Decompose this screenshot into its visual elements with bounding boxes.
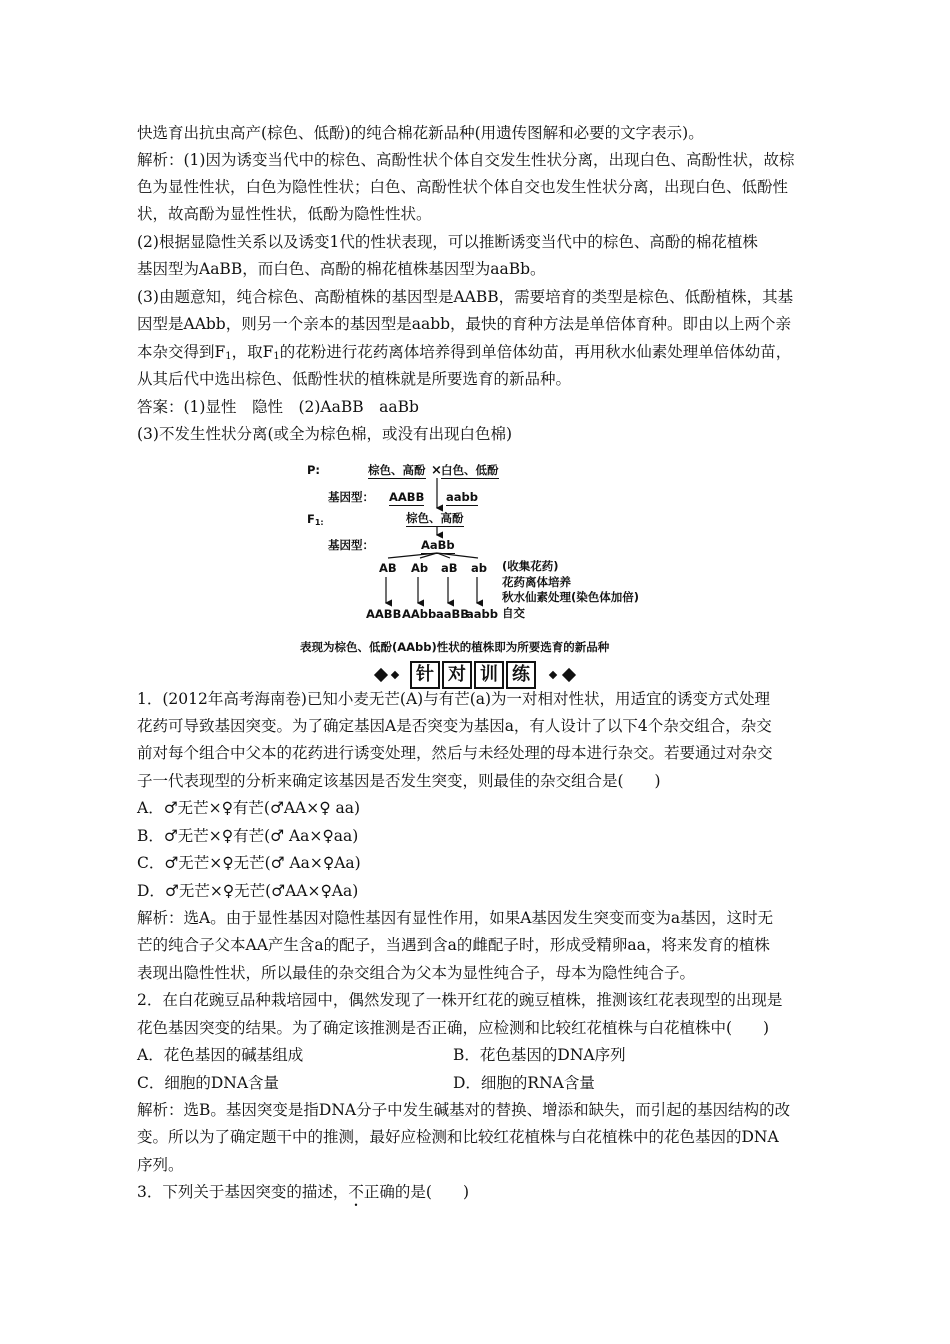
f1-genotype: AaBb [421,538,455,552]
p-left-phenotype: 棕色、高酚 [368,463,426,477]
f1-genotype-label: 基因型： [328,538,374,552]
q1-option-d: D．♂无芒×♀无芒(♂AA×♀Aa) [137,882,359,900]
text-line: 快选育出抗虫高产(棕色、低酚)的纯合棉花新品种(用遗传图解和必要的文字表示)。 [137,124,704,142]
q1-analysis: 解析：选A。由于显性基因对隐性基因有显性作用，如果A基因发生突变而变为a基因，这时无 [137,909,774,927]
diamond-icon [549,671,557,679]
offspring-genotype: AABB [366,607,402,621]
banner-char: 练 [506,661,536,689]
answer-line: (3)不发生性状分离(或全为棕色棉，或没有出现白色棉) [137,425,513,443]
q1-option-b: B．♂无芒×♀有芒(♂ Aa×♀aa) [137,827,359,845]
gamete-label: ab [471,561,487,575]
p-left-genotype: AABB [389,490,425,504]
offspring-genotype: aaBB [436,607,470,621]
f1-phenotype: 棕色、高酚 [406,511,464,525]
note-collect-anther: (收集花药) [502,559,559,573]
p-right-genotype: aabb [446,490,478,504]
q2-option-b: B．花色基因的DNA序列 [453,1046,626,1064]
banner-char: 针 [410,661,440,689]
question-3-text: 3．下列关于基因突变的描述，不正确的是( ) [137,1183,469,1201]
text-line: 状，故高酚为显性性状，低酚为隐性性状。 [137,205,432,223]
diamond-icon [374,668,388,682]
gamete-label: aB [441,561,458,575]
diamond-icon [391,671,399,679]
text-line: 因型是AAbb，则另一个亲本的基因型是aabb，最快的育种方法是单倍体育种。即由以上两个亲 [137,315,792,333]
note-colchicine: 秋水仙素处理(染色体加倍) [502,590,640,604]
q2-option-c: C．细胞的DNA含量 [137,1074,280,1092]
question-1-text: 1．(2012年高考海南卷)已知小麦无芒(A)与有芒(a)为一对相对性状，用适宜的诱变方式处理 [137,690,771,708]
offspring-genotype: AAbb [402,607,437,621]
text-line: (2)根据显隐性关系以及诱变1代的性状表现，可以推断诱变当代中的棕色、高酚的棉花植株 [137,233,758,251]
f1-label: $F_{1:}$ [307,512,324,527]
q2-option-a: A．花色基因的碱基组成 [137,1046,304,1064]
q2-analysis: 变。所以为了确定题干中的推测，最好应检测和比较红花植株与白花植株中的花色基因的DNA [137,1128,779,1146]
question-1-text: 子一代表现型的分析来确定该基因是否发生突变，则最佳的杂交组合是( ) [137,772,661,790]
question-1-text: 花药可导致基因突变。为了确定基因A是否突变为基因a，有人设计了以下4个杂交组合，杂交 [137,717,772,735]
q1-analysis: 表现出隐性性状，所以最佳的杂交组合为父本为显性纯合子，母本为隐性纯合子。 [137,964,696,982]
banner-char: 对 [442,661,472,689]
question-2-text: 2．在白花豌豆品种栽培园中，偶然发现了一株开红花的豌豆植株，推测该红花表现型的出现是 [137,991,783,1009]
text-line: 本杂交得到$F_1$，取$F_1$的花粉进行花药离体培养得到单倍体幼苗，再用秋水仙素处理单倍体幼苗， [137,343,792,362]
q1-option-a: A．♂无芒×♀有芒(♂AA×♀ aa) [137,799,361,817]
banner-char: 训 [474,661,504,689]
question-1-text: 前对每个组合中父本的花药进行诱变处理，然后与未经处理的母本进行杂交。若要通过对杂交 [137,744,773,762]
section-banner [370,660,580,690]
p-right-phenotype: 白色、低酚 [441,463,499,477]
question-2-text: 花色基因突变的结果。为了确定该推测是否正确，应检测和比较红花植株与白花植株中( ) [137,1019,770,1037]
diagram-caption: 表现为棕色、低酚(AAbb)性状的植株即为所要选育的新品种 [300,640,610,654]
q2-analysis: 序列。 [137,1156,184,1174]
cross-symbol: × [431,463,442,478]
text-line: 基因型为AaBB，而白色、高酚的棉花植株基因型为aaBb。 [137,260,546,278]
q2-analysis: 解析：选B。基因突变是指DNA分子中发生碱基对的替换、增添和缺失，而引起的基因结构的改 [137,1101,791,1119]
text-line: (3)由题意知，纯合棕色、高酚植株的基因型是AABB，需要培育的类型是棕色、低酚植株，其基 [137,288,794,306]
text-line: 色为显性性状，白色为隐性性状；白色、高酚性状个体自交也发生性状分离，出现白色、低酚性 [137,178,789,196]
note-selfing: 自交 [502,606,525,620]
note-anther-culture: 花药离体培养 [502,575,571,589]
gamete-label: AB [379,561,397,575]
offspring-genotype: aabb [466,607,498,621]
diamond-icon [562,668,576,682]
text-line: 解析：(1)因为诱变当代中的棕色、高酚性状个体自交发生性状分离，出现白色、高酚性状，故棕 [137,151,795,169]
q1-option-c: C．♂无芒×♀无芒(♂ Aa×♀Aa) [137,854,361,872]
q2-option-d: D．细胞的RNA含量 [453,1074,595,1092]
gamete-label: Ab [411,561,429,575]
emphasized-word: 不 [348,1183,364,1201]
text-line: 从其后代中选出棕色、低酚性状的植株就是所要选育的新品种。 [137,370,572,388]
p-label: P: [307,463,321,477]
answer-line: 答案：(1)显性 隐性 (2)AaBB aaBb [137,398,419,416]
genotype-label: 基因型： [328,490,374,504]
q1-analysis: 芒的纯合子父本AA产生含a的配子，当遇到含a的雌配子时，形成受精卵aa，将来发育的植株 [137,936,770,954]
